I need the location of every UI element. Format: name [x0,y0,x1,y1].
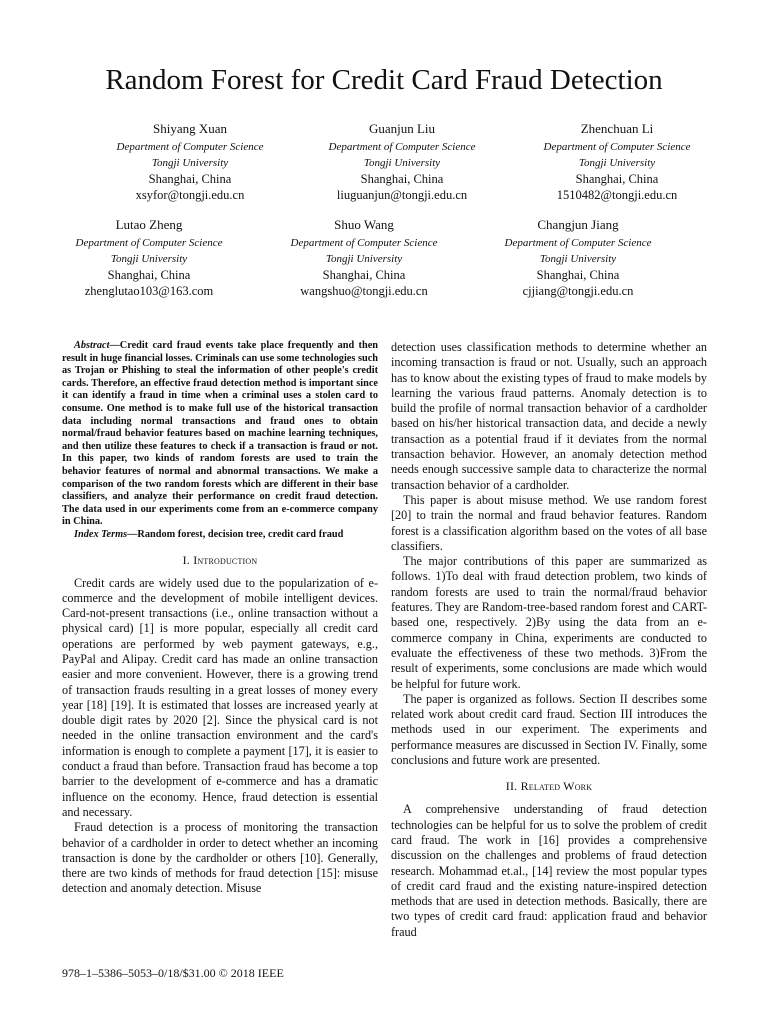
paragraph: The major contributions of this paper are summarized as follows. 1)To deal with fraud detection problem, two kinds of random forests are used to train the normal/fraud behavior features. They are Random-tree-based random forest and CART-based one, respectively. 2)By using the data from an e-commerce company in China, experiments are conducted to evaluate the effectiveness of these two methods. 3)From the result of experiments, some conclusions are made which would be helpful for future work. [391,554,707,691]
index-terms-text: Random forest, decision tree, credit card fraud [137,528,344,540]
author-name: Changjun Jiang [537,217,619,232]
author-email: xsyfor@tongji.edu.cn [135,188,245,202]
copyright-footer: 978–1–5386–5053–0/18/$31.00 © 2018 IEEE [62,966,284,980]
author-department: Department of Computer Science [543,141,691,153]
author-name: Shiyang Xuan [152,121,228,136]
paragraph: Credit cards are widely used due to the popularization of e-commerce and the development of mobile intelligent devices. Card-not-present transactions (i.e., online transaction without a physical card) [1] is more popular, especially all credit card operations are performed by web payment gateways, e.g., PayPal and Alipay. Credit card has made an online transaction easier and more convenient. However, there is a growing trend of transaction frauds resulting in a great losses of money every year [18] [19]. It is estimated that losses are increased yearly at double digit rates by 2020 [2]. Since the physical card is not needed in the online transaction environment and the card's information is enough to complete a payment [17], it is easier to conduct a fraud than before. Transaction fraud has become a top barrier to the development of e-commerce and has a dramatic influence on the economy. Hence, fraud detection is essential and necessary. [62,575,378,819]
author-department: Department of Computer Science [504,237,652,249]
author-email: liuguanjun@tongji.edu.cn [336,188,468,202]
author-email: wangshuo@tongji.edu.cn [300,284,428,298]
abstract: Abstract—Credit card fraud events take place frequently and then result in huge financial losses. Criminals can use some technologies such as Trojan or Phishing to steal the information of other people's credit cards. Therefore, an effective fraud detection method is important since it can identify a fraud in time when a criminal uses a stolen card to consume. One method is to make full use of the historical transaction data including normal transactions and fraud ones to obtain normal/fraud behavior features based on machine learning techniques, and then utilize these features to check if a transaction is fraud or not. In this paper, two kinds of random forests are used to train the behavior features of normal and abnormal transactions. We make a comparison of the two random forests which are different in their base classifiers, and analyze their performance on credit fraud detection. The data used in our experiments come from an e-commerce company in China. Index Terms—Random forest, decision tree, credit card fraud [62,340,378,540]
author-city: Shanghai, China [322,268,406,282]
author-block [468,216,688,299]
paragraph: Fraud detection is a process of monitoring the transaction behavior of a cardholder in order to detect whether an incoming transaction is done by the cardholder or others [10]. Generally, there are two kinds of methods for fraud detection [15]: misuse detection and anomaly detection. Misuse [62,820,378,896]
author-email: zhenglutao103@163.com [84,284,214,298]
section-heading-related-work: II. Related Work [505,779,593,794]
index-terms-label: Index Terms [74,528,128,540]
author-city: Shanghai, China [148,172,232,186]
right-column [391,340,707,940]
author-block [254,216,474,299]
author-department: Department of Computer Science [328,141,476,153]
paragraph: The paper is organized as follows. Section II describes some related work about credit card fraud. Section III introduces the methods used in our experiment. The experiments and performance measures are discussed in Section IV. Finally, some conclusions and future work are presented. [391,691,707,768]
author-university: Tongji University [539,253,617,265]
section-heading-introduction: I. Introduction [182,552,258,567]
author-name: Guanjun Liu [368,121,436,136]
author-city: Shanghai, China [360,172,444,186]
author-department: Department of Computer Science [75,237,223,249]
author-name: Lutao Zheng [115,217,183,232]
author-department: Department of Computer Science [116,141,264,153]
author-email: cjjiang@tongji.edu.cn [522,284,634,298]
author-block [80,120,300,203]
author-city: Shanghai, China [536,268,620,282]
author-university: Tongji University [325,253,403,265]
paragraph: detection uses classification methods to determine whether an incoming transaction is fraud or not. Usually, such an approach has to know about the existing types of fraud to make models by learning the various fraud patterns. Anomaly detection is to build the profile of normal transaction behavior of a cardholder based on his/her historical transaction data, and decide a newly transaction as a potential fraud if it deviates from the normal transaction behavior. However, an anomaly detection method needs enough successive sample data to characterize the normal transaction behavior of a cardholder. [391,340,707,492]
abstract-label: Abstract [74,340,110,351]
author-department: Department of Computer Science [290,237,438,249]
author-block [292,120,512,203]
author-name: Zhenchuan Li [580,121,654,136]
author-university: Tongji University [578,157,656,169]
paper-title: Random Forest for Credit Card Fraud Detection [105,64,663,96]
author-university: Tongji University [363,157,441,169]
author-city: Shanghai, China [575,172,659,186]
author-name: Shuo Wang [334,217,394,232]
abstract-text: Credit card fraud events take place frequently and then result in huge financial losses. Criminals can use some technologies such as Trojan or Phishing to steal the information of other people's credit cards. Therefore, an effective fraud detection method is important since it can identify a fraud in time when a criminal uses a stolen card to consume. One method is to make full use of the historical transaction data including normal transactions and fraud ones to obtain normal/fraud behavior features based on machine learning techniques, and then utilize these features to check if a transaction is fraud or not. In this paper, two kinds of random forests are used to train the behavior features of normal and abnormal transactions. We make a comparison of the two random forests which are different in their base classifiers, and analyze their performance on credit fraud detection. The data used in our experiments come from an e-commerce company in China. [62,340,378,528]
author-block [507,120,727,203]
author-city: Shanghai, China [107,268,191,282]
author-email: 1510482@tongji.edu.cn [556,188,678,202]
paragraph: This paper is about misuse method. We use random forest [20] to train the normal and fraud behavior features. Random forest is a classification algorithm based on the votes of all base classifiers. [391,492,707,553]
author-university: Tongji University [151,157,229,169]
author-university: Tongji University [110,253,188,265]
paragraph: A comprehensive understanding of fraud detection technologies can be helpful for us to solve the problem of credit card fraud. The work in [16] provides a comprehensive discussion on the challenges and problems of fraud detection research. Mohammad et.al., [14] review the most popular types of credit card fraud and the existing nature-inspired detection methods that are used in detection methods. Basically, there are two types of credit card fraud: application fraud and behavior fraud [391,802,707,939]
left-column [62,340,378,897]
author-block [39,216,259,299]
